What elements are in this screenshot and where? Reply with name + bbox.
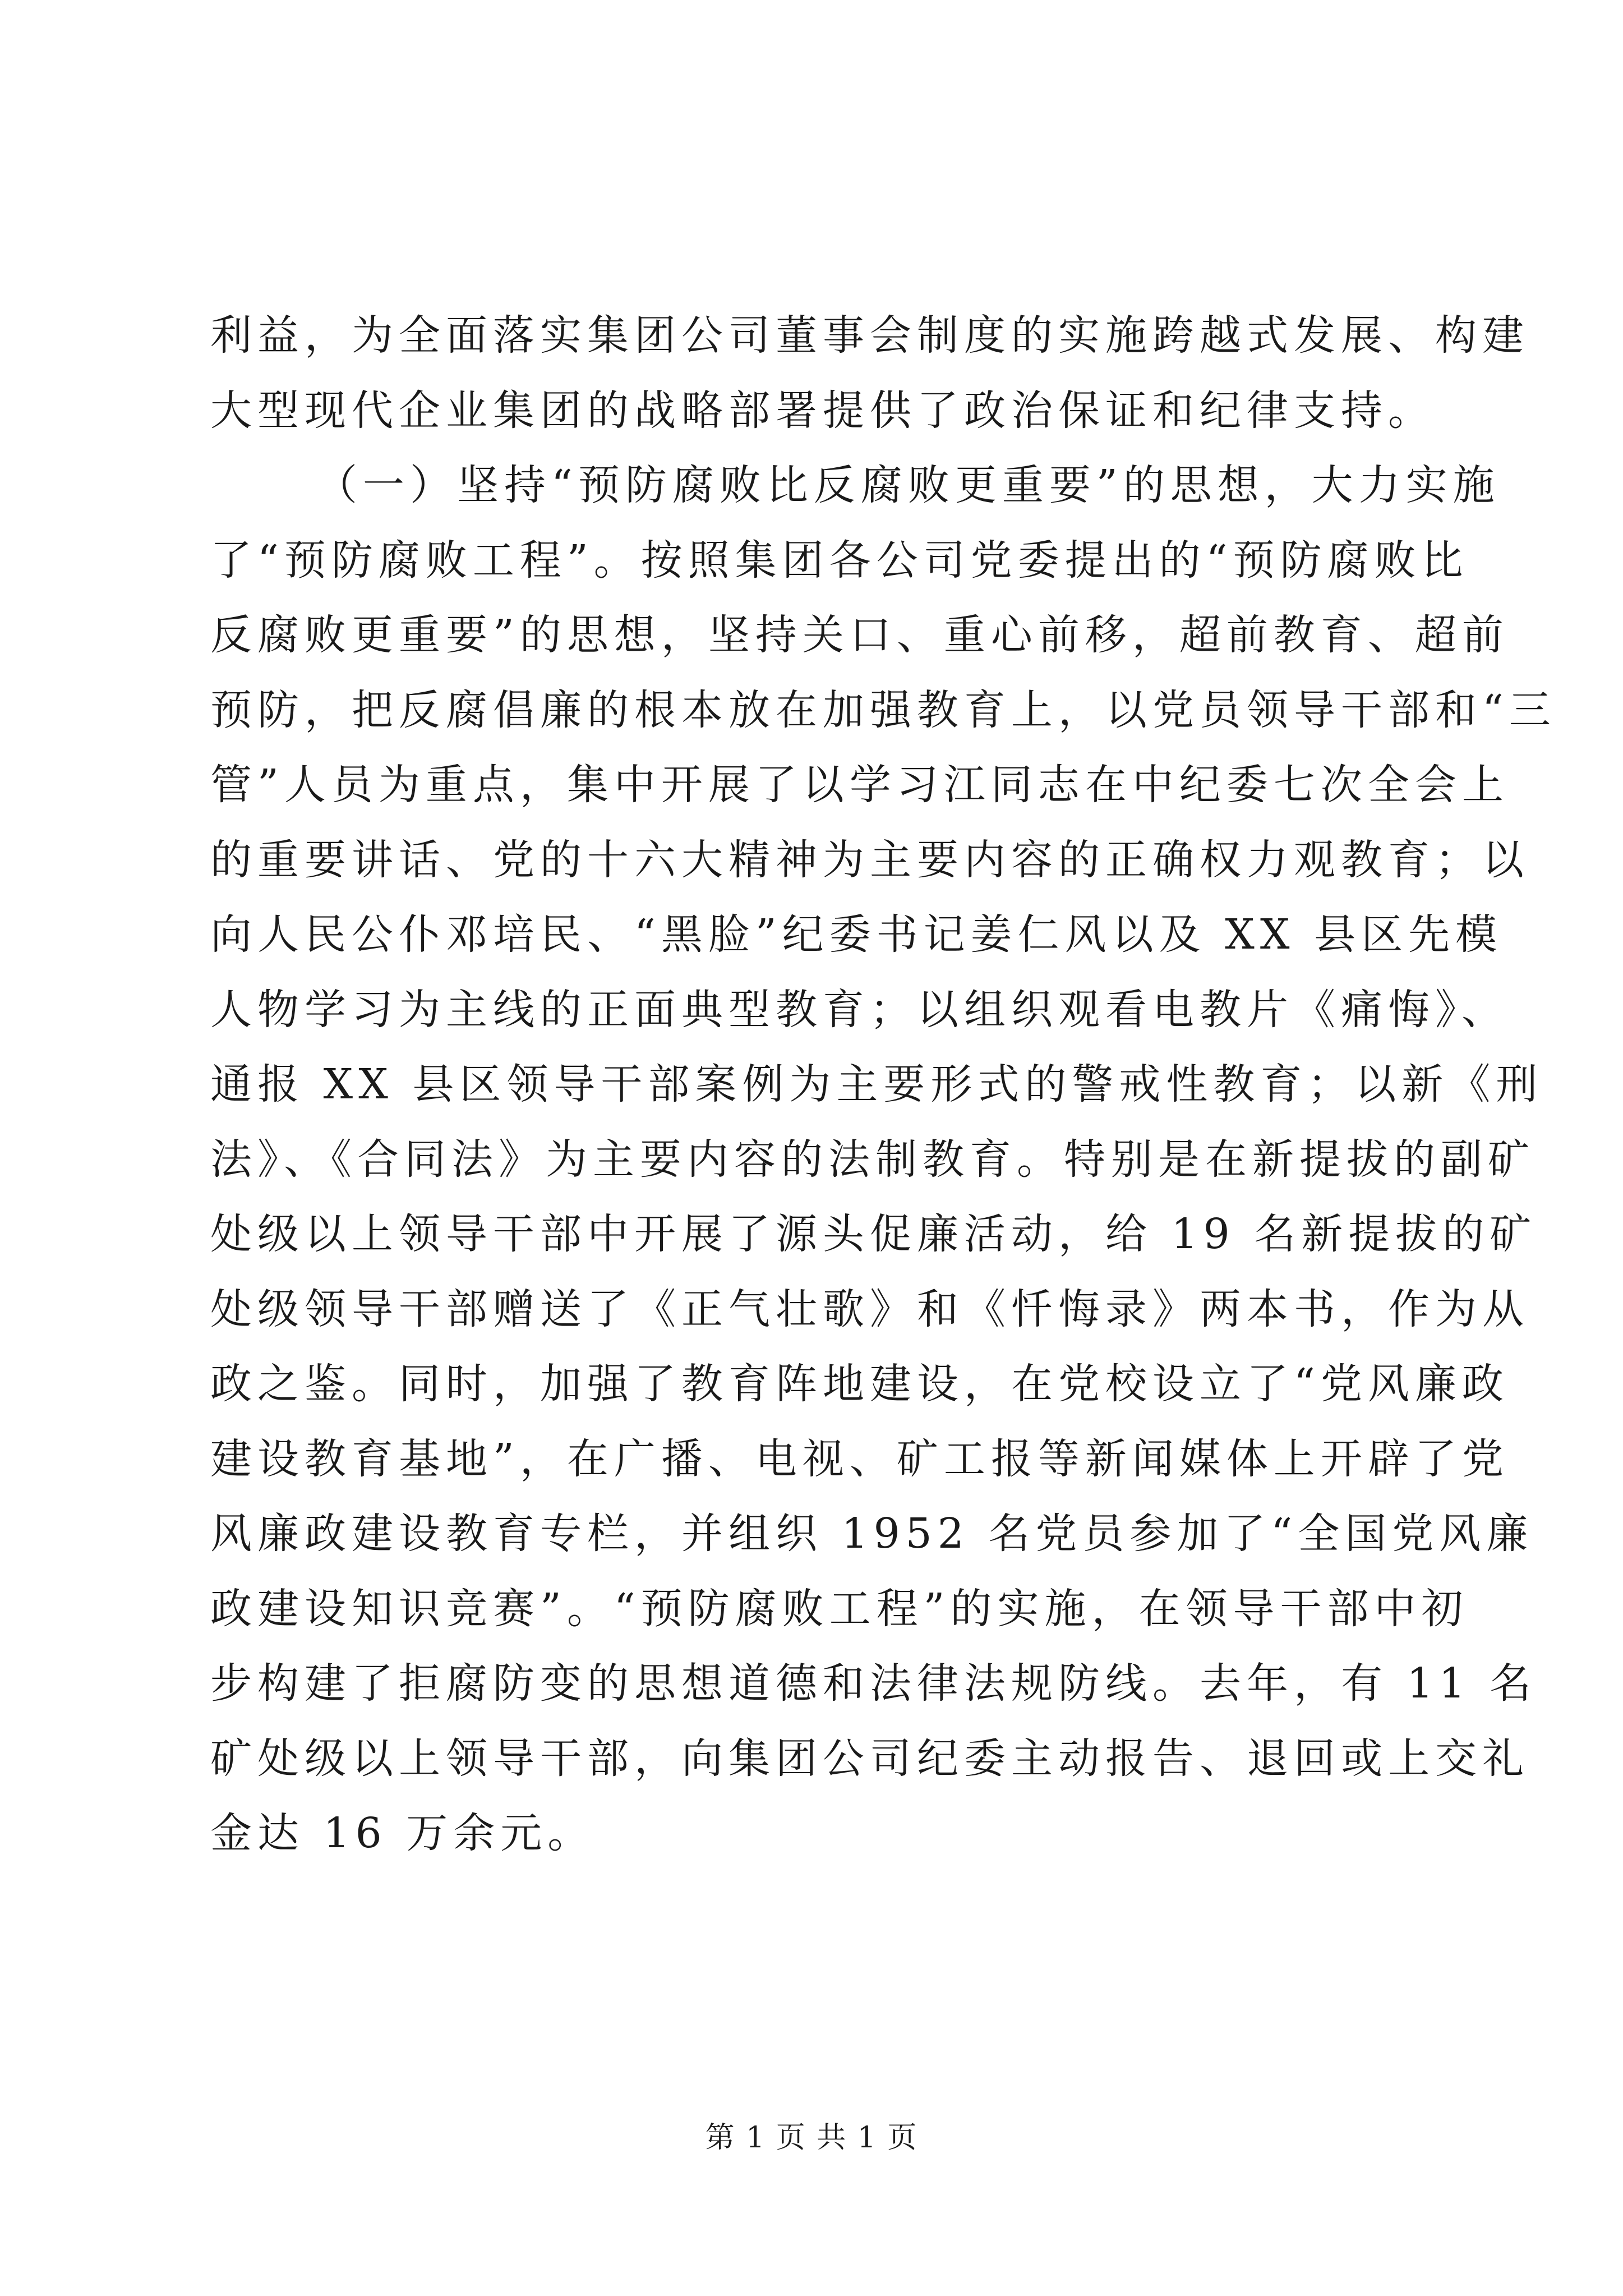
text-line: 通报 XX 县区领导干部案例为主要形式的警戒性教育；以新《刑 xyxy=(210,1060,1543,1108)
text-line: 政之鉴。同时，加强了教育阵地建设，在党校设立了“党风廉政 xyxy=(210,1360,1509,1408)
text-line: 处级领导干部赠送了《正气壮歌》和《忏悔录》两本书，作为从 xyxy=(210,1285,1529,1333)
text-line: 处级以上领导干部中开展了源头促廉活动，给 19 名新提拔的矿 xyxy=(210,1210,1537,1258)
text-line: 矿处级以上领导干部，向集团公司纪委主动报告、退回或上交礼 xyxy=(210,1734,1529,1783)
text-line: 向人民公仆邓培民、“黑脸”纪委书记姜仁风以及 XX 县区先模 xyxy=(210,910,1503,959)
text-line: 的重要讲话、党的十六大精神为主要内容的正确权力观教育；以 xyxy=(210,835,1529,884)
text-line: 建设教育基地”，在广播、电视、矿工报等新闻媒体上开辟了党 xyxy=(210,1434,1509,1483)
text-line: 利益，为全面落实集团公司董事会制度的实施跨越式发展、构建 xyxy=(210,311,1529,360)
text-line: 法》、《合同法》为主要内容的法制教育。特别是在新提拔的副矿 xyxy=(210,1135,1535,1184)
text-line: 大型现代企业集团的战略部署提供了政治保证和纪律支持。 xyxy=(210,386,1435,435)
document-body xyxy=(210,298,1556,1871)
text-line: 政建设知识竞赛”。“预防腐败工程”的实施，在领导干部中初 xyxy=(210,1584,1469,1633)
text-line: 反腐败更重要”的思想，坚持关口、重心前移，超前教育、超前 xyxy=(210,611,1509,659)
text-line: 人物学习为主线的正面典型教育；以组织观看电教片《痛悔》、 xyxy=(210,985,1509,1034)
text-line: 金达 16 万余元。 xyxy=(210,1809,595,1857)
text-line: 了“预防腐败工程”。按照集团各公司党委提出的“预防腐败比 xyxy=(210,536,1469,585)
section-heading-line: （一）坚持“预防腐败比反腐败更重要”的思想，大力实施 xyxy=(316,461,1500,509)
text-line: 管”人员为重点，集中开展了以学习江同志在中纪委七次全会上 xyxy=(210,761,1509,809)
text-line: 风廉政建设教育专栏，并组织 1952 名党员参加了“全国党风廉 xyxy=(210,1510,1534,1558)
page-footer xyxy=(0,2114,1623,2156)
text-line: 步构建了拒腐防变的思想道德和法律法规防线。去年，有 11 名 xyxy=(210,1659,1537,1708)
text-line: 预防，把反腐倡廉的根本放在加强教育上，以党员领导干部和“三 xyxy=(210,685,1556,734)
page-number-label: 第 1 页 共 1 页 xyxy=(705,2121,918,2155)
